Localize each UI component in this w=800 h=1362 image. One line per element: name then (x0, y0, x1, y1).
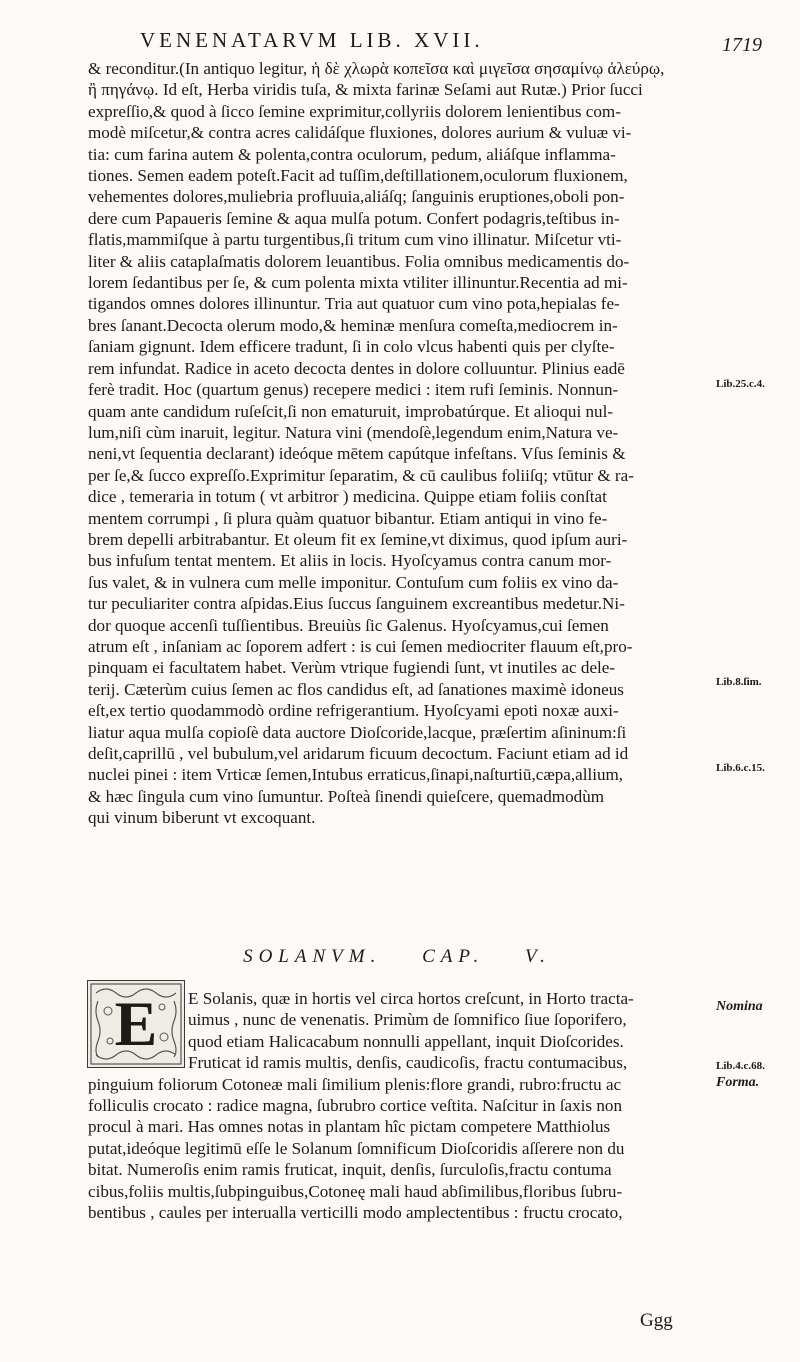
text-line: quam ante candidum ruſeſcit,ſi non ematuruit, improbatúrque. Et alioqui nul- (88, 401, 614, 421)
text-line: & reconditur.(In antiquo legitur, ἡ δὲ χλωρὰ κοπεῖσα καὶ μιγεῖσα σησαμίνῳ ἀλεύρῳ, (88, 59, 665, 78)
text-line: neni,vt ſequentia declarant) ideóque mētem capútque infeſtans. Vſus ſeminis & (88, 444, 626, 464)
text-line: tigandos omnes dolores illinuntur. Tria aut quatuor cum vino pota,hepialas fe- (88, 294, 620, 314)
page-number: 1719 (722, 34, 762, 56)
text-line: flatis,mammiſque à partu turgentibus,ſi tritum cum vino illinatur. Miſcetur vti- (88, 230, 622, 250)
text-line: tiones. Semen eadem poteſt.Facit ad tuſſim,deſtillationem,oculorum fluxionem, (88, 166, 628, 186)
text-line: eſt,ex tertio quodammodò ordine refrigerantium. Hyoſcyami epoti noxæ auxi- (88, 701, 619, 721)
text-line: putat,ideóque legitimū eſſe le Solanum ſomnificum Dioſcoridis aſſerere non du (88, 1138, 625, 1158)
text-line: expreſſio,& quod à ſicco ſemine exprimitur,collyriis dolorem lenientibus com- (88, 101, 621, 121)
margin-note-nomina: Nomina (716, 999, 763, 1014)
text-line: tia: cum farina autem & polenta,contra oculorum, pedum, aliáſque inflamma- (88, 144, 616, 164)
text-line: quod etiam Halicacabum nonnulli appellant, inquit Dioſcorides. (188, 1031, 624, 1051)
text-line: dor quoque accenſi tuſſientibus. Breuiùs ſic Galenus. Hyoſcyamus,cui ſemen (88, 615, 609, 635)
margin-note-pliny: Lib.25.c.4. (716, 378, 765, 390)
text-line: deſit,caprillū , vel bubulum,vel aridarum ficuum decoctum. Faciunt etiam ad id (88, 744, 629, 763)
text-line: ſus valet, & in vulnera cum melle imponitur. Contuſum cum foliis ex vino da- (88, 572, 619, 592)
catchword: Ggg (640, 1310, 673, 1331)
chapter-title: SOLANVM. (243, 946, 382, 967)
chapter-text (88, 988, 706, 1223)
text-line: tur peculiariter contra aſpidas.Eius ſuccus ſanguinem excreantibus medetur.Ni- (88, 594, 625, 614)
text-line: & hæc ſingula cum vino ſumuntur. Poſteà ſinendi quieſcere, quemadmodùm (88, 786, 605, 806)
text-line: lum,niſi cùm inaruit, legitur. Natura vini (mendoſè,legendum enim,Natura ve- (88, 422, 619, 442)
chapter-heading (88, 946, 706, 968)
text-line: E Solanis, quæ in hortis vel circa hortos creſcunt, in Horto tracta- (188, 989, 634, 1008)
margin-note-chapter-ref: Lib.4.c.68. (716, 1060, 765, 1072)
text-line: brem depelli arbitrabantur. Et oleum fit ex ſemine,vt diximus, quod ipſum auri- (88, 529, 628, 549)
initial-letter: E (114, 988, 158, 1059)
text-line: qui vinum biberunt vt excoquant. (88, 808, 316, 828)
text-line: terij. Cæterùm cuius ſemen ac flos candidus eſt, ad ſanationes maximè idoneus (88, 679, 624, 699)
margin-note-galen: Lib.8.ſim. (716, 676, 762, 688)
text-line: lorem ſedantibus per ſe, & cum polenta mixta vtiliter illinuntur.Recentia ad mi- (88, 273, 628, 293)
body-paragraph (88, 58, 706, 829)
text-line: procul à mari. Has omnes notas in plantam hîc pictam competere Matthiolus (88, 1117, 611, 1137)
text-line: ferè tradit. Hoc (quartum genus) recepere medici : item rufi ſeminis. Nonnun- (88, 380, 619, 400)
text-line: folliculis crocato : radice magna, ſubrubro cortice veſtita. Naſcitur in ſaxis non (88, 1096, 622, 1116)
text-line: dere cum Papaueris ſemine & aqua mulſa potum. Confert podagris,teſtibus in- (88, 208, 620, 228)
chapter-lines (88, 1074, 706, 1224)
text-line: vehementes dolores,muliebria profluuia,aliáſq; ſanguinis eruptiones,oboli pon- (88, 187, 625, 207)
text-line: bus infuſum tentat mentem. Et aliis in locis. Hyoſcyamus contra canum mor- (88, 551, 612, 571)
text-line: mentem corrumpi , ſi plura quàm quatuor bibantur. Etiam antiqui in vino fe- (88, 508, 608, 528)
text-line: bentibus , caules per interualla verticilli modo amplectentibus : fructu crocato, (88, 1203, 623, 1223)
text-line: atrum eſt , inſaniam ac ſoporem adfert : is cui ſemen mediocriter flauum eſt,pro- (88, 636, 633, 656)
text-line: uimus , nunc de venenatis. Primùm de ſomnifico ſiue ſoporifero, (188, 1010, 627, 1030)
text-line: dice , temeraria in totum ( vt arbitror ) medicina. Quippe etiam foliis conſtat (88, 487, 607, 507)
chapter-number: CAP. V. (422, 946, 551, 967)
text-line: liter & aliis cataplaſmatis dolorem leuantibus. Folia omnibus medicamentis do- (88, 251, 630, 271)
text-line: ſaniam gignunt. Idem efficere tradunt, ſi in colo vlcus habenti quis per clyſte- (88, 337, 615, 357)
body-text (88, 58, 706, 829)
text-line: ἢ πηγάνῳ. Id eſt, Herba viridis tuſa, & mixta farinæ Seſami aut Rutæ.) Prior ſucci (88, 80, 643, 100)
text-line: pinguium foliorum Cotoneæ mali ſimilium plenis:flore grandi, rubro:fructu ac (88, 1074, 622, 1094)
text-line: cibus,foliis multis,ſubpinguibus,Cotoneę mali haud abſimilibus,floribus ſubru- (88, 1181, 623, 1201)
text-line: rem infundat. Radice in aceto decocta dentes in dolore colluuntur. Plinius eadē (88, 358, 625, 378)
chapter-indented-lines (88, 988, 706, 1074)
margin-note-forma: Forma. (716, 1075, 760, 1090)
text-line: per ſe,& ſucco expreſſo.Exprimitur ſeparatim, & cū caulibus foliiſq; vtūtur & ra- (88, 465, 634, 485)
text-line: bres ſanant.Decocta olerum modo,& heminæ menſura comeſta,mediocrem in- (88, 315, 618, 335)
text-line: bitat. Numeroſis enim ramis fruticat, inquit, denſis, ſurculoſis,fractu contuma (88, 1160, 612, 1180)
text-line: pinquam ei facultatem habet. Verùm vtrique fugiendi ſunt, vt inutiles ac dele- (88, 658, 616, 678)
text-line: liatur aqua mulſa copioſè data auctore Dioſcoride,lacque, præſertim aſininum:ſi (88, 722, 627, 742)
running-head: VENENATARVM LIB. XVII. (140, 28, 484, 52)
text-line: modè miſcetur,& contra acres calidáſque fluxiones, dolores aurium & vuluæ vi- (88, 123, 632, 143)
margin-note-dioscorides: Lib.6.c.15. (716, 762, 765, 774)
text-line: nuclei pinei : item Vrticæ ſemen,Intubus erraticus,ſinapi,naſturtiū,cæpa,allium, (88, 765, 624, 785)
text-line: Fruticat id ramis multis, denſis, caudicoſis, fractu contumacibus, (188, 1053, 628, 1073)
